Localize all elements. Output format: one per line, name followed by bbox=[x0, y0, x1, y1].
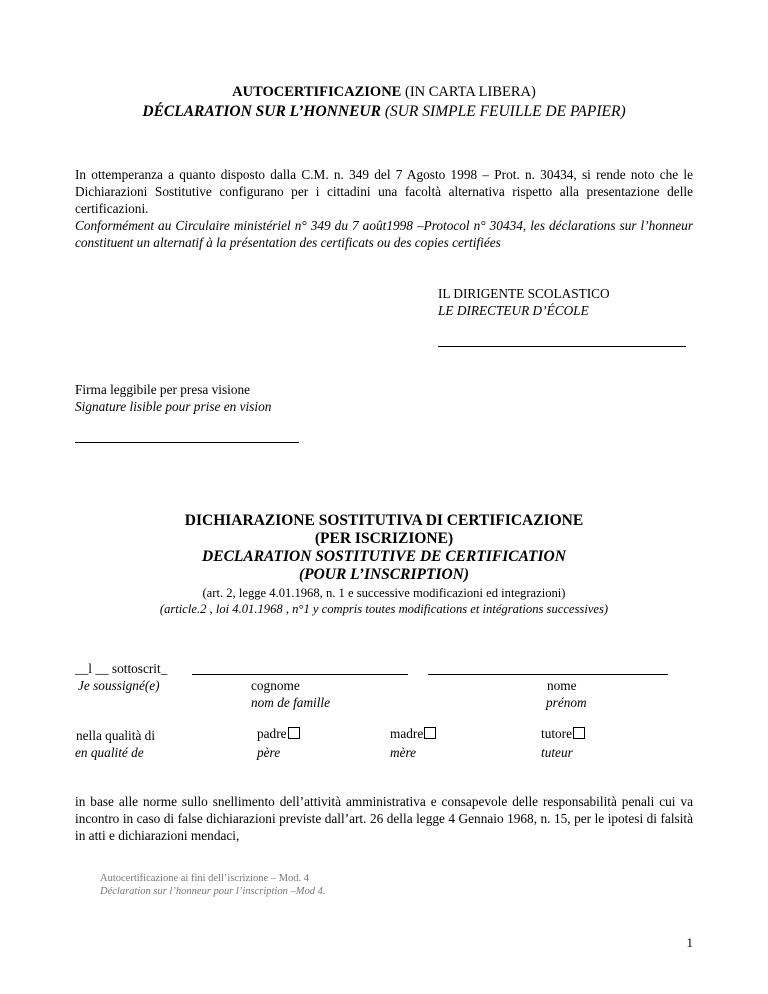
undersigned-label-it: __l __ sottoscrit_ bbox=[75, 661, 168, 676]
father-label-fr: père bbox=[257, 745, 281, 760]
option-tutor[interactable] bbox=[541, 726, 585, 742]
surname-label-it: cognome bbox=[251, 678, 300, 693]
intro-paragraph bbox=[75, 166, 693, 251]
signature-label-fr: Signature lisible pour prise en vision bbox=[75, 399, 272, 414]
option-mother[interactable] bbox=[390, 726, 436, 742]
document-title-it bbox=[0, 84, 768, 101]
signature-block bbox=[75, 381, 271, 415]
title-fr-bold: DÉCLARATION SUR L’HONNEUR bbox=[142, 103, 381, 120]
father-checkbox[interactable] bbox=[288, 727, 300, 739]
quality-label-fr: en qualité de bbox=[75, 745, 144, 760]
title-fr-rest: (SUR SIMPLE FEUILLE DE PAPIER) bbox=[380, 103, 626, 120]
mother-label-it: madre bbox=[390, 726, 424, 741]
title-it-bold: AUTOCERTIFICAZIONE bbox=[232, 84, 402, 100]
section-heading bbox=[0, 512, 768, 617]
section-reference-it: (art. 2, legge 4.01.1968, n. 1 e successive modificazioni ed integrazioni) bbox=[202, 586, 566, 600]
signature-label-it: Firma leggibile per presa visione bbox=[75, 382, 251, 397]
footer-note bbox=[100, 872, 325, 898]
tutor-label-it: tutore bbox=[541, 726, 573, 741]
section-line-3: DECLARATION SOSTITUTIVE DE CERTIFICATION bbox=[202, 548, 566, 565]
undersigned-label-fr: Je soussigné(e) bbox=[78, 678, 160, 693]
director-signature-line[interactable] bbox=[438, 346, 686, 347]
section-line-1: DICHIARAZIONE SOSTITUTIVA DI CERTIFICAZIONE bbox=[184, 512, 584, 529]
section-line-2: (PER ISCRIZIONE) bbox=[314, 530, 454, 547]
section-reference-fr: (article.2 , loi 4.01.1968 , n°1 y compris toutes modifications et intégrations successives) bbox=[159, 602, 609, 616]
surname-label-fr: nom de famille bbox=[251, 695, 331, 710]
title-it-rest: (IN CARTA LIBERA) bbox=[401, 84, 536, 100]
name-label-fr: prénom bbox=[546, 695, 587, 710]
document-title-fr bbox=[0, 103, 768, 121]
director-block bbox=[438, 285, 610, 319]
body-paragraph: in base alle norme sullo snellimento dell’attività amministrativa e consapevole delle responsabilità penali cui va incontro in caso di false dichiarazioni previste dall’art. 26 della legge 4 Gennaio 1968, n. 15, per le ipotesi di falsità in atti e dichiarazioni mendaci, bbox=[75, 794, 693, 843]
option-father[interactable] bbox=[257, 726, 300, 742]
tutor-label-fr: tuteur bbox=[541, 745, 573, 760]
intro-text-it: In ottemperanza a quanto disposto dalla C.M. n. 349 del 7 Agosto 1998 – Prot. n. 30434, si rende noto che le Dichiarazioni Sostitutive configurano per i cittadini una facoltà alternativa rispetto alla presentazione delle certificazioni. bbox=[75, 167, 693, 216]
page-number: 1 bbox=[686, 935, 693, 950]
name-field[interactable] bbox=[428, 674, 668, 675]
director-label-it: IL DIRIGENTE SCOLASTICO bbox=[438, 286, 610, 301]
quality-label-it: nella qualità di bbox=[76, 728, 156, 743]
mother-label-fr: mère bbox=[390, 745, 417, 760]
reader-signature-line[interactable] bbox=[75, 442, 299, 443]
name-label-it: nome bbox=[547, 678, 577, 693]
intro-text-fr: Conformément au Circulaire ministériel n° 349 du 7 août1998 –Protocol n° 30434, les déclarations sur l’honneur constituent un alternatif à la présentation des certificats ou des copies certifiées bbox=[75, 218, 693, 250]
surname-field[interactable] bbox=[192, 674, 408, 675]
director-label-fr: LE DIRECTEUR D’ÉCOLE bbox=[438, 303, 589, 318]
tutor-checkbox[interactable] bbox=[573, 727, 585, 739]
footer-text-fr: Déclaration sur l’honneur pour l’inscription –Mod 4. bbox=[100, 886, 326, 897]
section-line-4: (POUR L’INSCRIPTION) bbox=[298, 566, 470, 583]
father-label-it: padre bbox=[257, 726, 287, 741]
mother-checkbox[interactable] bbox=[424, 727, 436, 739]
footer-text-it: Autocertificazione ai fini dell’iscrizione – Mod. 4 bbox=[100, 873, 310, 884]
